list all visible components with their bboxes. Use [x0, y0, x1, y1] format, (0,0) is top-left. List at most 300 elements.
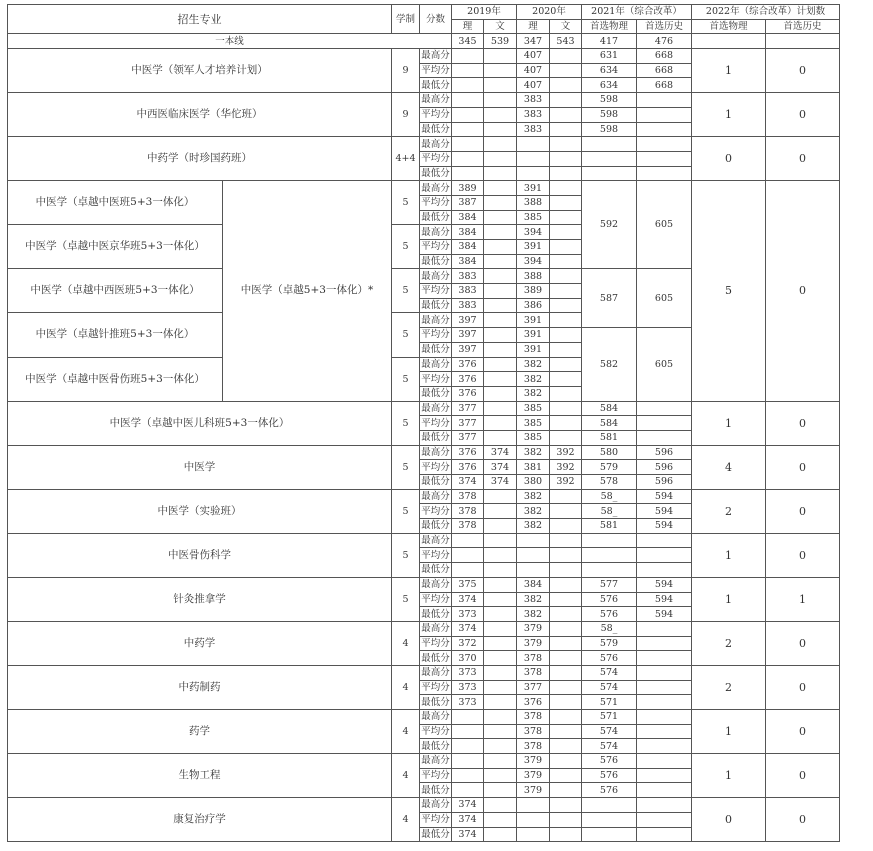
- score-cell: 378: [517, 724, 550, 739]
- header-2019-li: 理: [452, 19, 484, 34]
- header-2022-history: 首选历史: [766, 19, 840, 34]
- score-cell: [484, 210, 517, 225]
- plan-physics: 4: [692, 445, 766, 489]
- score-cell: [484, 386, 517, 401]
- score-label: 最低分: [421, 388, 450, 400]
- score-cell: 383: [517, 122, 550, 137]
- header-2021: 2021年（综合改革）: [582, 5, 692, 20]
- score-cell: 383: [452, 284, 484, 299]
- header-duration: 学制: [392, 5, 420, 34]
- score-cell: [550, 519, 582, 534]
- score-cell: [517, 137, 550, 152]
- score-cell: 385: [517, 401, 550, 416]
- score-cell: 387: [452, 195, 484, 210]
- major-name: 中西医临床医学（华佗班）: [8, 93, 392, 137]
- score-cell: 382: [517, 357, 550, 372]
- score-cell: 385: [517, 210, 550, 225]
- header-2020: 2020年: [517, 5, 582, 20]
- plan-history: 0: [766, 181, 840, 401]
- score-label: 平均分: [421, 681, 450, 693]
- major-name: 中药学（时珍国药班）: [8, 137, 392, 181]
- major-name: 中医学: [8, 445, 392, 489]
- score-cell: [550, 739, 582, 754]
- major-name: 中药制药: [8, 665, 392, 709]
- score-cell: [484, 430, 517, 445]
- score-cell: [550, 386, 582, 401]
- score-cell: 594: [637, 489, 692, 504]
- score-cell: 378: [517, 739, 550, 754]
- score-cell: [550, 665, 582, 680]
- score-cell: [550, 372, 582, 387]
- major-name: 中医学（领军人才培养计划）: [8, 49, 392, 93]
- score-label: 最低分: [421, 564, 450, 576]
- score-cell: 379: [517, 783, 550, 798]
- score-cell: [582, 798, 637, 813]
- score-cell: 58_: [582, 489, 637, 504]
- plan-physics: 2: [692, 621, 766, 665]
- score-cell: [484, 63, 517, 78]
- score-cell: [484, 195, 517, 210]
- score-cell: [637, 533, 692, 548]
- score-cell: 374: [452, 798, 484, 813]
- score-cell: 578: [582, 475, 637, 490]
- score-cell: 58_: [582, 504, 637, 519]
- score-cell: [550, 151, 582, 166]
- score-cell: [484, 240, 517, 255]
- admission-score-table: [7, 4, 840, 842]
- score-cell: 394: [517, 225, 550, 240]
- score-label: 平均分: [421, 197, 450, 209]
- score-label: 平均分: [421, 373, 450, 385]
- score-cell: [484, 724, 517, 739]
- score-cell: [517, 548, 550, 563]
- score-cell: [550, 754, 582, 769]
- plan-history: 0: [766, 665, 840, 709]
- major-name: 中医学（卓越中医骨伤班5+3一体化）: [8, 357, 223, 401]
- major-name: 康复治疗学: [8, 798, 392, 842]
- score-cell: 584: [582, 401, 637, 416]
- score-cell: [517, 533, 550, 548]
- score-cell: 596: [637, 475, 692, 490]
- major-name: 中医学（卓越中医京华班5+3一体化）: [8, 225, 223, 269]
- score-label: 最低分: [421, 520, 450, 532]
- score-cell: [484, 592, 517, 607]
- score-label: 最低分: [421, 79, 450, 91]
- score-cell: 668: [637, 78, 692, 93]
- score-cell: 379: [517, 621, 550, 636]
- score-cell: 382: [517, 372, 550, 387]
- score-cell: 397: [452, 313, 484, 328]
- score-cell: [517, 798, 550, 813]
- score-cell: 384: [452, 240, 484, 255]
- major-duration: 5: [392, 313, 420, 357]
- score-cell: [550, 166, 582, 181]
- score-label: 最低分: [421, 300, 450, 312]
- score-label: 平均分: [421, 593, 450, 605]
- score-cell: [637, 166, 692, 181]
- score-cell: 377: [452, 401, 484, 416]
- score-2021-history-merged: 605: [637, 328, 692, 401]
- score-label: 平均分: [421, 285, 450, 297]
- score-cell: [550, 328, 582, 343]
- score-cell: 383: [452, 269, 484, 284]
- score-cell: 594: [637, 519, 692, 534]
- score-cell: [484, 166, 517, 181]
- score-cell: [637, 665, 692, 680]
- tier-2021-history: 476: [637, 34, 692, 49]
- table-row: [8, 621, 840, 636]
- major-duration: 5: [392, 181, 420, 225]
- score-cell: [452, 783, 484, 798]
- score-cell: [484, 416, 517, 431]
- tier-row-label: 一本线: [8, 34, 452, 49]
- score-cell: 370: [452, 651, 484, 666]
- major-duration: 5: [392, 269, 420, 313]
- score-cell: [637, 107, 692, 122]
- score-cell: 378: [517, 651, 550, 666]
- table-row: [8, 754, 840, 769]
- score-cell: 391: [517, 328, 550, 343]
- score-cell: 571: [582, 710, 637, 725]
- major-name: 中医学（卓越针推班5+3一体化）: [8, 313, 223, 357]
- score-cell: 385: [517, 430, 550, 445]
- major-duration: 4+4: [392, 137, 420, 181]
- score-cell: [550, 621, 582, 636]
- plan-physics: 1: [692, 49, 766, 93]
- score-cell: 379: [517, 768, 550, 783]
- score-cell: 376: [517, 695, 550, 710]
- score-cell: [452, 768, 484, 783]
- score-cell: [550, 254, 582, 269]
- score-cell: 58_: [582, 621, 637, 636]
- score-cell: 373: [452, 680, 484, 695]
- score-cell: 383: [452, 298, 484, 313]
- score-cell: [550, 783, 582, 798]
- score-cell: 373: [452, 695, 484, 710]
- score-cell: [637, 137, 692, 152]
- major-duration: 5: [392, 445, 420, 489]
- score-2021-history-merged: 605: [637, 181, 692, 269]
- table-row: [8, 577, 840, 592]
- score-cell: 598: [582, 122, 637, 137]
- score-cell: [484, 710, 517, 725]
- score-cell: [452, 724, 484, 739]
- major-group-name: 中医学（卓越5+3一体化）*: [223, 181, 392, 401]
- score-cell: 576: [582, 607, 637, 622]
- score-label: 最低分: [421, 784, 450, 796]
- score-cell: [550, 137, 582, 152]
- score-cell: [484, 489, 517, 504]
- plan-physics: 2: [692, 665, 766, 709]
- major-duration: 4: [392, 621, 420, 665]
- score-cell: [550, 416, 582, 431]
- score-cell: 377: [452, 416, 484, 431]
- score-label: 最高分: [421, 402, 450, 414]
- score-cell: 382: [517, 504, 550, 519]
- table-row: [8, 798, 840, 813]
- score-cell: [550, 313, 582, 328]
- tier-2021-physics: 417: [582, 34, 637, 49]
- score-cell: [484, 783, 517, 798]
- score-cell: 386: [517, 298, 550, 313]
- score-cell: 634: [582, 63, 637, 78]
- score-cell: 374: [452, 592, 484, 607]
- table-row: [8, 533, 840, 548]
- score-cell: 383: [517, 93, 550, 108]
- score-cell: [484, 504, 517, 519]
- plan-history: 1: [766, 577, 840, 621]
- tier-2020-li: 347: [517, 34, 550, 49]
- score-label: 最低分: [421, 476, 450, 488]
- score-cell: [517, 563, 550, 578]
- score-cell: [550, 122, 582, 137]
- score-cell: 596: [637, 460, 692, 475]
- score-label: 最高分: [421, 667, 450, 679]
- score-cell: [637, 151, 692, 166]
- score-cell: [582, 812, 637, 827]
- score-label: 最低分: [421, 652, 450, 664]
- score-cell: 377: [452, 430, 484, 445]
- score-cell: [484, 607, 517, 622]
- score-cell: [484, 768, 517, 783]
- plan-history: 0: [766, 49, 840, 93]
- header-2021-history: 首选历史: [637, 19, 692, 34]
- score-cell: 380: [517, 475, 550, 490]
- score-cell: 397: [452, 342, 484, 357]
- score-label: 平均分: [421, 637, 450, 649]
- score-cell: 576: [582, 783, 637, 798]
- score-cell: [550, 798, 582, 813]
- score-cell: 392: [550, 460, 582, 475]
- score-cell: [452, 548, 484, 563]
- score-cell: 374: [452, 621, 484, 636]
- score-cell: [582, 548, 637, 563]
- plan-history: 0: [766, 401, 840, 445]
- score-cell: 376: [452, 357, 484, 372]
- score-cell: [637, 710, 692, 725]
- plan-history: 0: [766, 137, 840, 181]
- score-label: 最高分: [421, 138, 450, 150]
- score-cell: [484, 49, 517, 64]
- score-cell: [484, 328, 517, 343]
- score-cell: 668: [637, 49, 692, 64]
- score-cell: [637, 827, 692, 842]
- score-cell: [484, 313, 517, 328]
- score-cell: 385: [517, 416, 550, 431]
- score-cell: 389: [517, 284, 550, 299]
- score-cell: 378: [452, 519, 484, 534]
- score-cell: [637, 401, 692, 416]
- major-name: 中医骨伤科学: [8, 533, 392, 577]
- table-row: [8, 137, 840, 152]
- score-cell: [484, 636, 517, 651]
- major-duration: 5: [392, 225, 420, 269]
- score-label: 平均分: [421, 549, 450, 561]
- score-cell: 574: [582, 739, 637, 754]
- score-label: 最高分: [421, 535, 450, 547]
- score-cell: [550, 489, 582, 504]
- table-row: [8, 489, 840, 504]
- score-cell: [452, 739, 484, 754]
- score-cell: [484, 621, 517, 636]
- score-label: 平均分: [421, 770, 450, 782]
- score-cell: [550, 78, 582, 93]
- score-cell: [484, 563, 517, 578]
- score-cell: [637, 563, 692, 578]
- score-cell: [582, 151, 637, 166]
- score-cell: [582, 533, 637, 548]
- score-cell: [637, 798, 692, 813]
- plan-physics: 1: [692, 533, 766, 577]
- score-cell: [550, 607, 582, 622]
- score-cell: 598: [582, 107, 637, 122]
- score-cell: 594: [637, 577, 692, 592]
- score-cell: 389: [452, 181, 484, 196]
- table-row: [8, 93, 840, 108]
- score-cell: 576: [582, 768, 637, 783]
- score-2021-physics-merged: 587: [582, 269, 637, 328]
- header-2022-physics: 首选物理: [692, 19, 766, 34]
- score-label: 最低分: [421, 256, 450, 268]
- plan-physics: 0: [692, 137, 766, 181]
- score-cell: [452, 78, 484, 93]
- tier-2019-wen: 539: [484, 34, 517, 49]
- score-cell: 382: [517, 489, 550, 504]
- score-cell: 375: [452, 577, 484, 592]
- header-2021-physics: 首选物理: [582, 19, 637, 34]
- major-name: 针灸推拿学: [8, 577, 392, 621]
- score-label: 平均分: [421, 109, 450, 121]
- score-cell: [484, 225, 517, 240]
- score-cell: [550, 240, 582, 255]
- score-cell: [517, 151, 550, 166]
- major-duration: 4: [392, 710, 420, 754]
- score-cell: [484, 93, 517, 108]
- score-label: 平均分: [421, 241, 450, 253]
- score-cell: [637, 416, 692, 431]
- score-cell: 376: [452, 445, 484, 460]
- score-2021-physics-merged: 582: [582, 328, 637, 401]
- score-cell: [517, 827, 550, 842]
- score-label: 最高分: [421, 446, 450, 458]
- score-cell: [452, 93, 484, 108]
- score-cell: [550, 269, 582, 284]
- score-cell: [452, 166, 484, 181]
- score-label: 最高分: [421, 50, 450, 62]
- score-label: 最高分: [421, 755, 450, 767]
- score-cell: [550, 710, 582, 725]
- score-cell: 382: [517, 592, 550, 607]
- score-cell: 379: [517, 754, 550, 769]
- plan-history: 0: [766, 489, 840, 533]
- score-cell: [484, 269, 517, 284]
- score-cell: 374: [452, 827, 484, 842]
- major-duration: 4: [392, 798, 420, 842]
- score-label: 最低分: [421, 608, 450, 620]
- table-row: [8, 710, 840, 725]
- score-cell: 576: [582, 651, 637, 666]
- score-cell: [484, 665, 517, 680]
- score-cell: 376: [452, 460, 484, 475]
- score-cell: [637, 754, 692, 769]
- score-cell: [637, 122, 692, 137]
- score-cell: [484, 651, 517, 666]
- table-row: [8, 181, 840, 196]
- score-cell: [484, 533, 517, 548]
- score-cell: [582, 137, 637, 152]
- score-cell: 581: [582, 430, 637, 445]
- score-label: 平均分: [421, 65, 450, 77]
- score-label: 最低分: [421, 167, 450, 179]
- score-cell: [484, 107, 517, 122]
- score-cell: 596: [637, 445, 692, 460]
- score-cell: 407: [517, 49, 550, 64]
- table-row: [8, 49, 840, 64]
- score-cell: 631: [582, 49, 637, 64]
- score-cell: [484, 122, 517, 137]
- score-cell: [484, 151, 517, 166]
- score-cell: 383: [517, 107, 550, 122]
- score-cell: 374: [452, 812, 484, 827]
- score-label: 最高分: [421, 94, 450, 106]
- score-cell: [484, 137, 517, 152]
- plan-history: 0: [766, 533, 840, 577]
- score-cell: 574: [582, 724, 637, 739]
- major-duration: 5: [392, 533, 420, 577]
- score-cell: [637, 783, 692, 798]
- table-row: [8, 665, 840, 680]
- score-cell: [484, 342, 517, 357]
- score-cell: [550, 210, 582, 225]
- score-label: 最高分: [421, 799, 450, 811]
- score-cell: [550, 181, 582, 196]
- score-cell: 579: [582, 460, 637, 475]
- score-cell: 373: [452, 607, 484, 622]
- score-cell: 392: [550, 445, 582, 460]
- score-cell: [637, 651, 692, 666]
- major-duration: 9: [392, 49, 420, 93]
- score-label: 最高分: [421, 491, 450, 503]
- score-cell: [550, 195, 582, 210]
- plan-physics: 1: [692, 754, 766, 798]
- plan-physics: 1: [692, 401, 766, 445]
- header-score: 分数: [420, 5, 452, 34]
- score-cell: [484, 401, 517, 416]
- score-cell: [484, 519, 517, 534]
- score-cell: 388: [517, 269, 550, 284]
- score-label: 最低分: [421, 432, 450, 444]
- tier-2020-wen: 543: [550, 34, 582, 49]
- score-cell: 388: [517, 195, 550, 210]
- score-label: 最高分: [421, 623, 450, 635]
- major-name: 中医学（实验班）: [8, 489, 392, 533]
- score-label: 最低分: [421, 828, 450, 840]
- score-cell: 374: [484, 460, 517, 475]
- score-cell: 634: [582, 78, 637, 93]
- tier-2019-li: 345: [452, 34, 484, 49]
- score-label: 最高分: [421, 358, 450, 370]
- score-cell: [550, 651, 582, 666]
- major-duration: 5: [392, 489, 420, 533]
- score-cell: 374: [484, 475, 517, 490]
- score-cell: [637, 621, 692, 636]
- score-cell: 581: [582, 519, 637, 534]
- score-cell: 407: [517, 63, 550, 78]
- score-cell: [550, 548, 582, 563]
- header-major: 招生专业: [8, 5, 392, 34]
- score-cell: [484, 754, 517, 769]
- score-cell: 382: [517, 519, 550, 534]
